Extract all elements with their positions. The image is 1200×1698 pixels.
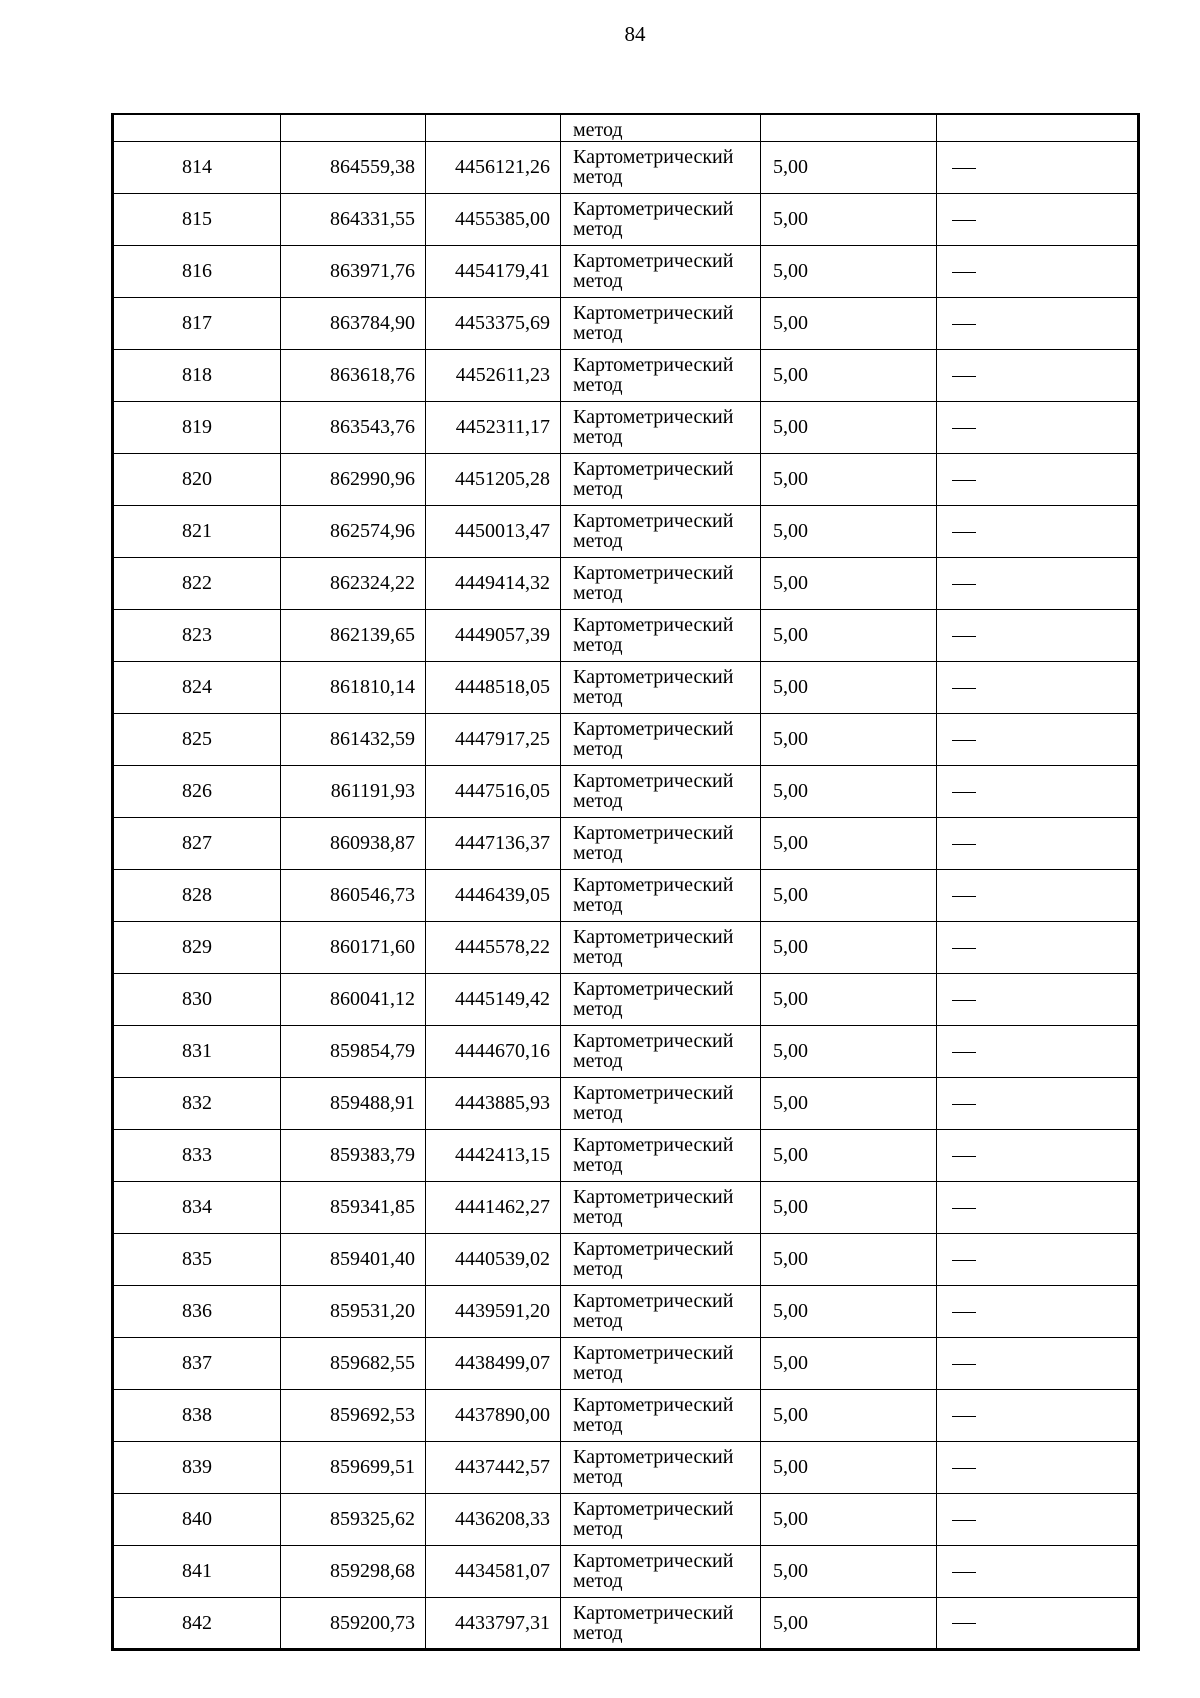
point-number: 834 xyxy=(113,1181,281,1233)
note-cell xyxy=(937,401,1139,453)
dash-mark xyxy=(952,1364,976,1365)
method-line-2: метод xyxy=(573,1206,623,1228)
dash-mark xyxy=(952,1520,976,1521)
method-line-2: метод xyxy=(573,1466,623,1488)
point-number: 819 xyxy=(113,401,281,453)
empty-cell xyxy=(937,114,1139,141)
method-line-2: метод xyxy=(573,1570,623,1592)
accuracy-value: 5,00 xyxy=(761,557,937,609)
dash-mark xyxy=(952,532,976,533)
x-coordinate: 859401,40 xyxy=(281,1233,426,1285)
point-number: 830 xyxy=(113,973,281,1025)
method-cell xyxy=(561,245,761,297)
method-cell xyxy=(561,193,761,245)
dash-mark xyxy=(952,1312,976,1313)
note-cell xyxy=(937,141,1139,193)
point-number: 817 xyxy=(113,297,281,349)
dash-mark xyxy=(952,272,976,273)
accuracy-value: 5,00 xyxy=(761,1493,937,1545)
point-number: 818 xyxy=(113,349,281,401)
method-line-2: метод xyxy=(573,218,623,240)
accuracy-value: 5,00 xyxy=(761,505,937,557)
y-coordinate: 4437442,57 xyxy=(426,1441,561,1493)
dash-mark xyxy=(952,740,976,741)
table-row xyxy=(113,505,1139,557)
note-cell xyxy=(937,817,1139,869)
point-number: 831 xyxy=(113,1025,281,1077)
x-coordinate: 859341,85 xyxy=(281,1181,426,1233)
method-line-1: Картометрический xyxy=(573,406,734,428)
method-line-2: метод xyxy=(573,1050,623,1072)
y-coordinate: 4445149,42 xyxy=(426,973,561,1025)
method-cell xyxy=(561,297,761,349)
x-coordinate: 860171,60 xyxy=(281,921,426,973)
method-line-1: Картометрический xyxy=(573,614,734,636)
y-coordinate: 4452311,17 xyxy=(426,401,561,453)
note-cell xyxy=(937,1285,1139,1337)
method-line-2: метод xyxy=(573,790,623,812)
point-number: 820 xyxy=(113,453,281,505)
accuracy-value: 5,00 xyxy=(761,817,937,869)
method-cell xyxy=(561,1441,761,1493)
accuracy-value: 5,00 xyxy=(761,765,937,817)
table-row xyxy=(113,297,1139,349)
dash-mark xyxy=(952,1104,976,1105)
point-number: 826 xyxy=(113,765,281,817)
method-line-2: метод xyxy=(573,322,623,344)
accuracy-value: 5,00 xyxy=(761,1597,937,1649)
empty-cell xyxy=(761,114,937,141)
y-coordinate: 4449057,39 xyxy=(426,609,561,661)
point-number: 832 xyxy=(113,1077,281,1129)
accuracy-value: 5,00 xyxy=(761,1285,937,1337)
x-coordinate: 860938,87 xyxy=(281,817,426,869)
table-row xyxy=(113,1441,1139,1493)
point-number: 827 xyxy=(113,817,281,869)
x-coordinate: 863784,90 xyxy=(281,297,426,349)
empty-cell xyxy=(113,114,281,141)
method-line-2: метод xyxy=(573,166,623,188)
x-coordinate: 859692,53 xyxy=(281,1389,426,1441)
dash-mark xyxy=(952,1156,976,1157)
method-cell xyxy=(561,349,761,401)
point-number: 824 xyxy=(113,661,281,713)
note-cell xyxy=(937,1545,1139,1597)
table-row xyxy=(113,765,1139,817)
accuracy-value: 5,00 xyxy=(761,1441,937,1493)
method-line-2: метод xyxy=(573,1154,623,1176)
x-coordinate: 859200,73 xyxy=(281,1597,426,1649)
point-number: 816 xyxy=(113,245,281,297)
method-line-2: метод xyxy=(573,1310,623,1332)
method-continuation: метод xyxy=(561,114,761,141)
note-cell xyxy=(937,1129,1139,1181)
accuracy-value: 5,00 xyxy=(761,1077,937,1129)
method-line-2: метод xyxy=(573,686,623,708)
note-cell xyxy=(937,1077,1139,1129)
accuracy-value: 5,00 xyxy=(761,245,937,297)
y-coordinate: 4454179,41 xyxy=(426,245,561,297)
y-coordinate: 4451205,28 xyxy=(426,453,561,505)
accuracy-value: 5,00 xyxy=(761,453,937,505)
method-cell xyxy=(561,973,761,1025)
method-cell xyxy=(561,1285,761,1337)
method-line-1: Картометрический xyxy=(573,1238,734,1260)
dash-mark xyxy=(952,1260,976,1261)
note-cell xyxy=(937,1337,1139,1389)
dash-mark xyxy=(952,636,976,637)
table-row xyxy=(113,973,1139,1025)
note-cell xyxy=(937,869,1139,921)
y-coordinate: 4442413,15 xyxy=(426,1129,561,1181)
method-line-2: метод xyxy=(573,634,623,656)
method-line-1: Картометрический xyxy=(573,770,734,792)
note-cell xyxy=(937,193,1139,245)
point-number: 838 xyxy=(113,1389,281,1441)
x-coordinate: 863971,76 xyxy=(281,245,426,297)
dash-mark xyxy=(952,220,976,221)
note-cell xyxy=(937,1233,1139,1285)
method-cell xyxy=(561,817,761,869)
y-coordinate: 4433797,31 xyxy=(426,1597,561,1649)
method-line-2: метод xyxy=(573,426,623,448)
table-row xyxy=(113,713,1139,765)
y-coordinate: 4450013,47 xyxy=(426,505,561,557)
dash-mark xyxy=(952,480,976,481)
point-number: 837 xyxy=(113,1337,281,1389)
method-cell xyxy=(561,1337,761,1389)
y-coordinate: 4441462,27 xyxy=(426,1181,561,1233)
table-row xyxy=(113,1493,1139,1545)
table-row xyxy=(113,609,1139,661)
note-cell xyxy=(937,713,1139,765)
point-number: 825 xyxy=(113,713,281,765)
note-cell xyxy=(937,1025,1139,1077)
method-line-2: метод xyxy=(573,894,623,916)
method-line-2: метод xyxy=(573,478,623,500)
y-coordinate: 4443885,93 xyxy=(426,1077,561,1129)
accuracy-value: 5,00 xyxy=(761,921,937,973)
method-cell xyxy=(561,1129,761,1181)
table-row xyxy=(113,245,1139,297)
method-cell xyxy=(561,1493,761,1545)
method-line-1: Картометрический xyxy=(573,978,734,1000)
method-cell xyxy=(561,869,761,921)
method-line-1: Картометрический xyxy=(573,354,734,376)
table-row xyxy=(113,1025,1139,1077)
page-number: 84 xyxy=(624,22,646,46)
table-row xyxy=(113,817,1139,869)
method-line-2: метод xyxy=(573,530,623,552)
y-coordinate: 4434581,07 xyxy=(426,1545,561,1597)
x-coordinate: 859699,51 xyxy=(281,1441,426,1493)
accuracy-value: 5,00 xyxy=(761,141,937,193)
method-cell xyxy=(561,1597,761,1649)
accuracy-value: 5,00 xyxy=(761,973,937,1025)
method-cell xyxy=(561,765,761,817)
x-coordinate: 859383,79 xyxy=(281,1129,426,1181)
point-number: 828 xyxy=(113,869,281,921)
table-row xyxy=(113,1337,1139,1389)
method-cell xyxy=(561,661,761,713)
x-coordinate: 860546,73 xyxy=(281,869,426,921)
method-line-2: метод xyxy=(573,1414,623,1436)
dash-mark xyxy=(952,428,976,429)
method-cell xyxy=(561,141,761,193)
method-line-2: метод xyxy=(573,842,623,864)
method-line-1: Картометрический xyxy=(573,1550,734,1572)
method-cell xyxy=(561,713,761,765)
note-cell xyxy=(937,245,1139,297)
y-coordinate: 4437890,00 xyxy=(426,1389,561,1441)
method-line-2: метод xyxy=(573,1621,623,1644)
x-coordinate: 859298,68 xyxy=(281,1545,426,1597)
y-coordinate: 4456121,26 xyxy=(426,141,561,193)
point-number: 842 xyxy=(113,1597,281,1649)
point-number: 836 xyxy=(113,1285,281,1337)
accuracy-value: 5,00 xyxy=(761,1181,937,1233)
table-row xyxy=(113,453,1139,505)
method-line-1: Картометрический xyxy=(573,302,734,324)
method-line-1: Картометрический xyxy=(573,1601,734,1624)
y-coordinate: 4436208,33 xyxy=(426,1493,561,1545)
method-line-1: Картометрический xyxy=(573,146,734,168)
method-line-1: Картометрический xyxy=(573,1342,734,1364)
method-line-1: Картометрический xyxy=(573,874,734,896)
point-number: 833 xyxy=(113,1129,281,1181)
x-coordinate: 859854,79 xyxy=(281,1025,426,1077)
note-cell xyxy=(937,505,1139,557)
x-coordinate: 861191,93 xyxy=(281,765,426,817)
y-coordinate: 4446439,05 xyxy=(426,869,561,921)
note-cell xyxy=(937,349,1139,401)
method-line-1: Картометрический xyxy=(573,1498,734,1520)
method-line-2: метод xyxy=(573,270,623,292)
note-cell xyxy=(937,1493,1139,1545)
method-line-1: Картометрический xyxy=(573,250,734,272)
y-coordinate: 4445578,22 xyxy=(426,921,561,973)
y-coordinate: 4439591,20 xyxy=(426,1285,561,1337)
x-coordinate: 864331,55 xyxy=(281,193,426,245)
method-line-1: Картометрический xyxy=(573,510,734,532)
method-line-1: Картометрический xyxy=(573,718,734,740)
accuracy-value: 5,00 xyxy=(761,869,937,921)
note-cell xyxy=(937,661,1139,713)
note-cell xyxy=(937,297,1139,349)
method-line-2: метод xyxy=(573,998,623,1020)
dash-mark xyxy=(952,792,976,793)
y-coordinate: 4447136,37 xyxy=(426,817,561,869)
x-coordinate: 862324,22 xyxy=(281,557,426,609)
method-line-1: Картометрический xyxy=(573,458,734,480)
y-coordinate: 4440539,02 xyxy=(426,1233,561,1285)
y-coordinate: 4452611,23 xyxy=(426,349,561,401)
x-coordinate: 863543,76 xyxy=(281,401,426,453)
method-cell xyxy=(561,609,761,661)
table-row xyxy=(113,401,1139,453)
point-number: 823 xyxy=(113,609,281,661)
accuracy-value: 5,00 xyxy=(761,349,937,401)
point-number: 814 xyxy=(113,141,281,193)
x-coordinate: 859531,20 xyxy=(281,1285,426,1337)
x-coordinate: 863618,76 xyxy=(281,349,426,401)
method-line-1: Картометрический xyxy=(573,562,734,584)
point-number: 815 xyxy=(113,193,281,245)
dash-mark xyxy=(952,324,976,325)
method-line-2: метод xyxy=(573,1362,623,1384)
y-coordinate: 4447516,05 xyxy=(426,765,561,817)
table-row xyxy=(113,1285,1139,1337)
dash-mark xyxy=(952,948,976,949)
x-coordinate: 862574,96 xyxy=(281,505,426,557)
table-row xyxy=(113,1077,1139,1129)
table-row xyxy=(113,1597,1139,1649)
dash-mark xyxy=(952,168,976,169)
point-number: 840 xyxy=(113,1493,281,1545)
method-line-2: метод xyxy=(573,1258,623,1280)
point-number: 841 xyxy=(113,1545,281,1597)
method-cell xyxy=(561,1389,761,1441)
dash-mark xyxy=(952,688,976,689)
accuracy-value: 5,00 xyxy=(761,193,937,245)
dash-mark xyxy=(952,844,976,845)
accuracy-value: 5,00 xyxy=(761,1389,937,1441)
point-number: 835 xyxy=(113,1233,281,1285)
dash-mark xyxy=(952,896,976,897)
x-coordinate: 861432,59 xyxy=(281,713,426,765)
x-coordinate: 862990,96 xyxy=(281,453,426,505)
table-row xyxy=(113,141,1139,193)
note-cell xyxy=(937,1441,1139,1493)
method-cell xyxy=(561,557,761,609)
method-line-2: метод xyxy=(573,582,623,604)
dash-mark xyxy=(952,584,976,585)
dash-mark xyxy=(952,1052,976,1053)
accuracy-value: 5,00 xyxy=(761,1337,937,1389)
accuracy-value: 5,00 xyxy=(761,401,937,453)
method-cell xyxy=(561,1025,761,1077)
method-line-1: Картометрический xyxy=(573,666,734,688)
method-line-1: Картометрический xyxy=(573,1394,734,1416)
dash-mark xyxy=(952,1416,976,1417)
point-number: 829 xyxy=(113,921,281,973)
method-line-1: Картометрический xyxy=(573,1186,734,1208)
method-cell xyxy=(561,921,761,973)
dash-mark xyxy=(952,1623,976,1624)
method-cell xyxy=(561,505,761,557)
x-coordinate: 861810,14 xyxy=(281,661,426,713)
method-line-1: Картометрический xyxy=(573,926,734,948)
table-row xyxy=(113,1129,1139,1181)
x-coordinate: 859488,91 xyxy=(281,1077,426,1129)
method-line-2: метод xyxy=(573,1518,623,1540)
table-row xyxy=(113,921,1139,973)
table-row xyxy=(113,349,1139,401)
table-row xyxy=(113,1181,1139,1233)
point-number: 821 xyxy=(113,505,281,557)
table-row xyxy=(113,557,1139,609)
table-row xyxy=(113,1545,1139,1597)
note-cell xyxy=(937,1181,1139,1233)
note-cell xyxy=(937,453,1139,505)
note-cell xyxy=(937,765,1139,817)
note-cell xyxy=(937,557,1139,609)
method-line-1: Картометрический xyxy=(573,1290,734,1312)
method-line-1: Картометрический xyxy=(573,1446,734,1468)
method-line-2: метод xyxy=(573,738,623,760)
method-cell xyxy=(561,1077,761,1129)
y-coordinate: 4448518,05 xyxy=(426,661,561,713)
accuracy-value: 5,00 xyxy=(761,297,937,349)
empty-cell xyxy=(426,114,561,141)
accuracy-value: 5,00 xyxy=(761,1025,937,1077)
dash-mark xyxy=(952,1572,976,1573)
y-coordinate: 4453375,69 xyxy=(426,297,561,349)
point-number: 839 xyxy=(113,1441,281,1493)
table-row xyxy=(113,1233,1139,1285)
method-line-1: Картометрический xyxy=(573,198,734,220)
y-coordinate: 4438499,07 xyxy=(426,1337,561,1389)
table-row xyxy=(113,193,1139,245)
method-cell xyxy=(561,401,761,453)
dash-mark xyxy=(952,1000,976,1001)
y-coordinate: 4444670,16 xyxy=(426,1025,561,1077)
method-cell xyxy=(561,453,761,505)
method-line-1: Картометрический xyxy=(573,1030,734,1052)
table-row xyxy=(113,661,1139,713)
accuracy-value: 5,00 xyxy=(761,1545,937,1597)
accuracy-value: 5,00 xyxy=(761,609,937,661)
method-cell xyxy=(561,1181,761,1233)
accuracy-value: 5,00 xyxy=(761,661,937,713)
x-coordinate: 859682,55 xyxy=(281,1337,426,1389)
continuation-row xyxy=(113,114,1139,141)
y-coordinate: 4455385,00 xyxy=(426,193,561,245)
coordinates-table xyxy=(111,113,1140,1651)
dash-mark xyxy=(952,1468,976,1469)
method-line-2: метод xyxy=(573,374,623,396)
x-coordinate: 864559,38 xyxy=(281,141,426,193)
empty-cell xyxy=(281,114,426,141)
dash-mark xyxy=(952,376,976,377)
method-line-1: Картометрический xyxy=(573,1082,734,1104)
note-cell xyxy=(937,1597,1139,1649)
note-cell xyxy=(937,921,1139,973)
method-line-2: метод xyxy=(573,946,623,968)
table-row xyxy=(113,1389,1139,1441)
note-cell xyxy=(937,609,1139,661)
accuracy-value: 5,00 xyxy=(761,713,937,765)
method-cell xyxy=(561,1545,761,1597)
method-line-2: метод xyxy=(573,1102,623,1124)
method-cell xyxy=(561,1233,761,1285)
x-coordinate: 862139,65 xyxy=(281,609,426,661)
accuracy-value: 5,00 xyxy=(761,1233,937,1285)
note-cell xyxy=(937,973,1139,1025)
y-coordinate: 4447917,25 xyxy=(426,713,561,765)
table-row xyxy=(113,869,1139,921)
note-cell xyxy=(937,1389,1139,1441)
point-number: 822 xyxy=(113,557,281,609)
accuracy-value: 5,00 xyxy=(761,1129,937,1181)
x-coordinate: 860041,12 xyxy=(281,973,426,1025)
x-coordinate: 859325,62 xyxy=(281,1493,426,1545)
y-coordinate: 4449414,32 xyxy=(426,557,561,609)
dash-mark xyxy=(952,1208,976,1209)
method-line-1: Картометрический xyxy=(573,822,734,844)
method-line-1: Картометрический xyxy=(573,1134,734,1156)
